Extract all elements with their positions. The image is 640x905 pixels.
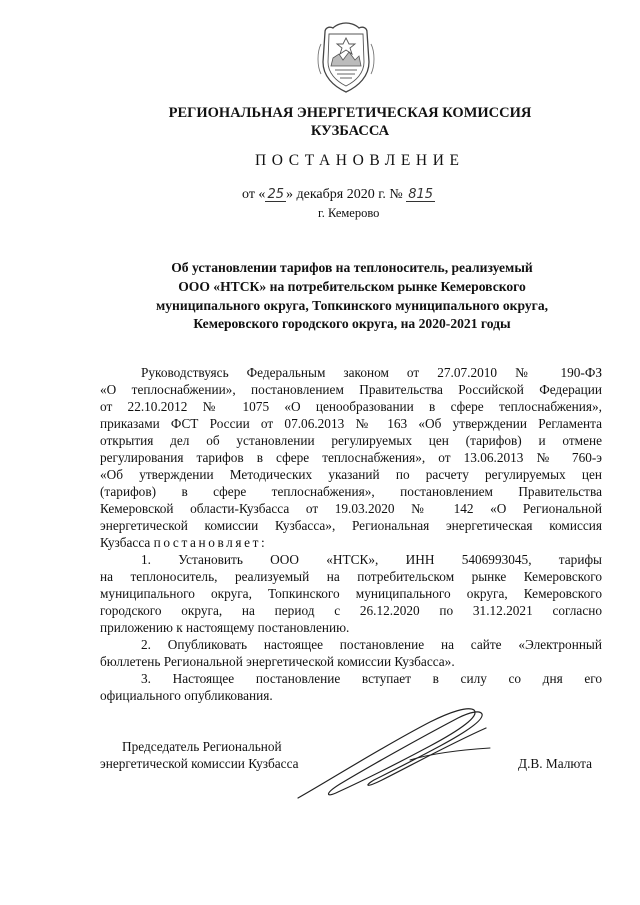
body-line: открытия дел об установлении регулируемых цен (тарифов) и отмене xyxy=(100,433,602,448)
signer-position-line2: энергетической комиссии Кузбасса xyxy=(100,756,299,771)
body-line: официального опубликования. xyxy=(100,688,273,703)
body-line: приложению к настоящему постановлению. xyxy=(100,620,350,635)
body-line: Руководствуясь Федеральным законом от 27.07.2010 № 190-ФЗ xyxy=(141,365,602,380)
body-line: «О теплоснабжении», постановлением Правительства Российской Федерации xyxy=(100,382,602,397)
body-line: бюллетень Региональной энергетической комиссии Кузбасса». xyxy=(100,654,455,669)
body-line: Кемеровской области-Кузбасса от 19.03.2020 № 142 «О Региональной xyxy=(100,501,602,516)
body-line: городского округа, на период с 26.12.2020 по 31.12.2021 согласно xyxy=(100,603,602,618)
document-type-heading: ПОСТАНОВЛЕНИЕ xyxy=(255,152,465,169)
body-line: «Об утверждении Методических указаний по расчету регулируемых цен xyxy=(100,467,602,482)
body-line: (тарифов) в сфере теплоснабжения», постановлением Правительства xyxy=(100,484,602,499)
organization-name-line1: РЕГИОНАЛЬНАЯ ЭНЕРГЕТИЧЕСКАЯ КОМИССИЯ xyxy=(168,105,532,121)
body-line: регулирования тарифов в сфере теплоснабжения», от 13.06.2013 № 760-э xyxy=(100,450,602,465)
body-line: 2. Опубликовать настоящее постановление на сайте «Электронный xyxy=(141,637,602,652)
resolution-subject: Кузбасса xyxy=(100,535,151,550)
body-line: 1. Установить ООО «НТСК», ИНН 5406993045, тарифы xyxy=(141,552,602,567)
signer-name: Д.В. Малюта xyxy=(518,756,593,771)
title-line: Об установлении тарифов на теплоноситель, реализуемый xyxy=(171,260,533,275)
document-city: г. Кемерово xyxy=(318,206,380,220)
body-line: 3. Настоящее постановление вступает в силу со дня его xyxy=(141,671,602,686)
body-line: на теплоноситель, реализуемый на потребительском рынке Кемеровского xyxy=(100,569,602,584)
body-line: муниципального округа, Топкинского муниципального округа, Кемеровского xyxy=(100,586,602,601)
body-line-resolution xyxy=(100,535,602,551)
body-line: энергетической комиссии Кузбасса», Региональная энергетическая комиссия xyxy=(100,518,602,533)
title-line: муниципального округа, Топкинского муниципального округа, xyxy=(155,298,549,313)
body-line: приказами ФСТ России от 07.06.2013 № 163 «Об утверждении Регламента xyxy=(100,416,602,431)
handwritten-signature xyxy=(290,700,500,810)
organization-name-line2: КУЗБАССА xyxy=(310,123,390,139)
date-prefix: от « xyxy=(242,187,266,202)
title-line: Кемеровского городского округа, на 2020-2021 годы xyxy=(193,316,511,331)
date-month-year: » декабря 2020 г. № xyxy=(285,187,403,202)
signer-position-line1: Председатель Региональной xyxy=(122,739,282,754)
handwritten-day: 25 xyxy=(267,187,284,202)
title-line: ООО «НТСК» на потребительском рынке Кемеровского xyxy=(178,279,526,294)
document-date-number xyxy=(242,187,435,203)
resolution-verb: постановляет: xyxy=(153,535,268,550)
body-line: от 22.10.2012 № 1075 «О ценообразовании в сфере теплоснабжения», xyxy=(100,399,602,414)
handwritten-number: 815 xyxy=(408,187,434,202)
coat-of-arms-emblem xyxy=(315,22,377,94)
